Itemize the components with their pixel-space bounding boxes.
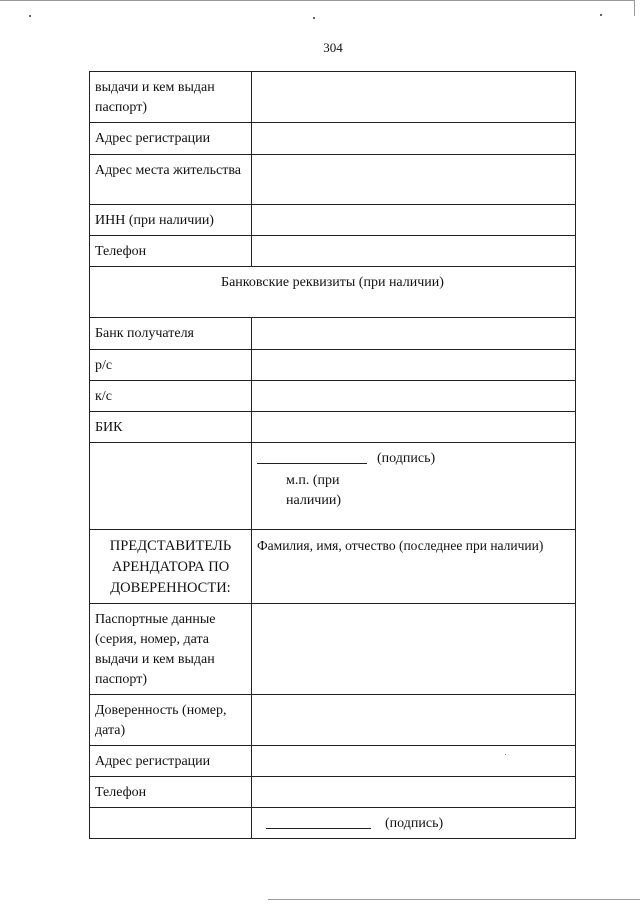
table-row bbox=[90, 381, 576, 412]
row-value[interactable] bbox=[252, 777, 576, 808]
bank-section-title: Банковские реквизиты (при наличии) bbox=[90, 267, 576, 318]
table-row bbox=[90, 123, 576, 155]
row-label: Банк получателя bbox=[90, 318, 252, 350]
row-label: Паспортные данные (серия, номер, дата выдачи и кем выдан паспорт) bbox=[90, 604, 252, 695]
row-value[interactable] bbox=[252, 155, 576, 205]
row-value[interactable] bbox=[252, 412, 576, 443]
signature-cell bbox=[252, 443, 576, 530]
row-label: Адрес регистрации bbox=[90, 123, 252, 155]
signature-cell-2 bbox=[252, 808, 576, 839]
table-row bbox=[90, 746, 576, 777]
signature-line[interactable] bbox=[257, 463, 367, 464]
signature-line-group bbox=[257, 814, 570, 834]
signature-caption: (подпись) bbox=[377, 451, 436, 466]
row-label: БИК bbox=[90, 412, 252, 443]
scan-frame-top bbox=[0, 0, 634, 2]
representative-header-row bbox=[90, 530, 576, 604]
row-label: Адрес регистрации bbox=[90, 746, 252, 777]
signature-caption: (подпись) bbox=[385, 816, 444, 831]
representative-label: ПРЕДСТАВИТЕЛЬ АРЕНДАТОРА ПО ДОВЕРЕННОСТИ: bbox=[90, 530, 252, 604]
row-label: к/с bbox=[90, 381, 252, 412]
page-number: 304 bbox=[323, 40, 343, 55]
table-row bbox=[90, 604, 576, 695]
row-label: р/с bbox=[90, 350, 252, 381]
row-value[interactable] bbox=[252, 318, 576, 350]
signature-line[interactable] bbox=[266, 828, 371, 829]
table-row bbox=[90, 412, 576, 443]
row-value[interactable] bbox=[252, 381, 576, 412]
row-label: выдачи и кем выдан паспорт) bbox=[90, 72, 252, 123]
row-value[interactable] bbox=[252, 205, 576, 236]
row-value[interactable] bbox=[252, 350, 576, 381]
signature-empty-cell bbox=[90, 443, 252, 530]
row-label: Адрес места жительства bbox=[90, 155, 252, 205]
table-row bbox=[90, 695, 576, 746]
table-row bbox=[90, 318, 576, 350]
scan-speck bbox=[313, 17, 315, 19]
signature-empty-cell bbox=[90, 808, 252, 839]
row-value[interactable] bbox=[252, 236, 576, 267]
scan-frame-bottom bbox=[268, 899, 640, 901]
stamp-caption: м.п. (при наличии) bbox=[286, 473, 341, 508]
row-label: Доверенность (номер, дата) bbox=[90, 695, 252, 746]
table-row bbox=[90, 155, 576, 205]
signature-row-2 bbox=[90, 808, 576, 839]
scan-speck bbox=[600, 14, 602, 16]
signature-line-group bbox=[257, 449, 570, 469]
table-row bbox=[90, 236, 576, 267]
representative-name-field[interactable]: Фамилия, имя, отчество (последнее при наличии) bbox=[252, 530, 576, 604]
form-table bbox=[89, 71, 576, 839]
bank-section-header-row bbox=[90, 267, 576, 318]
scan-speck bbox=[29, 15, 31, 17]
row-label: Телефон bbox=[90, 236, 252, 267]
table-row bbox=[90, 350, 576, 381]
table-row bbox=[90, 205, 576, 236]
row-label: Телефон bbox=[90, 777, 252, 808]
table-row bbox=[90, 777, 576, 808]
scan-speck bbox=[505, 754, 506, 755]
signature-row bbox=[90, 443, 576, 530]
scan-frame-right bbox=[634, 0, 636, 16]
row-value[interactable] bbox=[252, 695, 576, 746]
row-label: ИНН (при наличии) bbox=[90, 205, 252, 236]
row-value[interactable] bbox=[252, 604, 576, 695]
table-row bbox=[90, 72, 576, 123]
row-value[interactable] bbox=[252, 72, 576, 123]
row-value[interactable] bbox=[252, 123, 576, 155]
row-value[interactable] bbox=[252, 746, 576, 777]
